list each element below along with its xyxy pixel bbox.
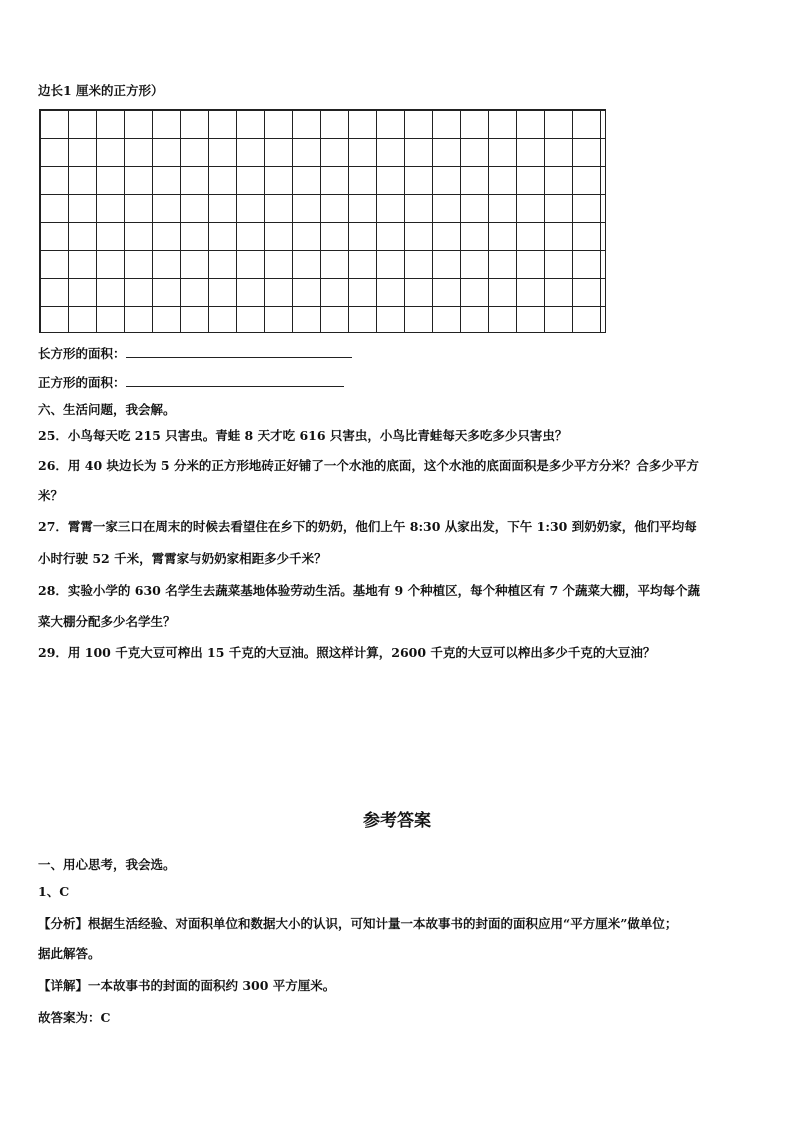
conclusion-line: 故答案为：C xyxy=(38,1010,111,1025)
rect-area-blank[interactable] xyxy=(126,345,352,358)
question-29: 29．用 100 千克大豆可榨出 15 千克的大豆油。照这样计算，2600 千克的大豆可以榨出多少千克的大豆油？ xyxy=(38,645,656,660)
analysis-line1: 【分析】根据生活经验、对面积单位和数据大小的认识，可知计量一本故事书的封面的面积应用“平方厘米”做单位； xyxy=(38,916,678,931)
question-28-line2: 菜大棚分配多少名学生？ xyxy=(38,614,176,629)
analysis-line2: 据此解答。 xyxy=(38,946,101,961)
detail-line: 【详解】一本故事书的封面的面积约 300 平方厘米。 xyxy=(38,978,336,993)
question-26-line2: 米？ xyxy=(38,488,64,503)
square-area-row xyxy=(38,374,344,391)
reference-answers-title: 参考答案 xyxy=(363,811,431,831)
grid-caption: 边长1 厘米的正方形） xyxy=(38,83,164,98)
square-area-blank[interactable] xyxy=(126,374,344,387)
question-28-line1: 28．实验小学的 630 名学生去蔬菜基地体验劳动生活。基地有 9 个种植区，每个种植区有 7 个蔬菜大棚，平均每个蔬 xyxy=(38,583,700,598)
question-27-line1: 27．霄霄一家三口在周末的时候去看望住在乡下的奶奶，他们上午 8:30 从家出发，下午 1:30 到奶奶家，他们平均每 xyxy=(38,519,697,534)
rect-area-label: 长方形的面积： xyxy=(38,346,126,361)
section6-heading: 六、生活问题，我会解。 xyxy=(38,402,176,417)
question-27-line2: 小时行驶 52 千米，霄霄家与奶奶家相距多少千米？ xyxy=(38,551,327,566)
answer-q1: 1、C xyxy=(38,884,70,899)
square-area-label: 正方形的面积： xyxy=(38,375,126,390)
square-grid xyxy=(39,109,606,333)
rect-area-row xyxy=(38,345,352,362)
question-26-line1: 26．用 40 块边长为 5 分米的正方形地砖正好铺了一个水池的底面，这个水池的底面面积是多少平方分米？合多少平方 xyxy=(38,458,699,473)
answer-section1-heading: 一、用心思考，我会选。 xyxy=(38,857,176,872)
question-25: 25．小鸟每天吃 215 只害虫。青蛙 8 天才吃 616 只害虫，小鸟比青蛙每天多吃多少只害虫？ xyxy=(38,428,568,443)
